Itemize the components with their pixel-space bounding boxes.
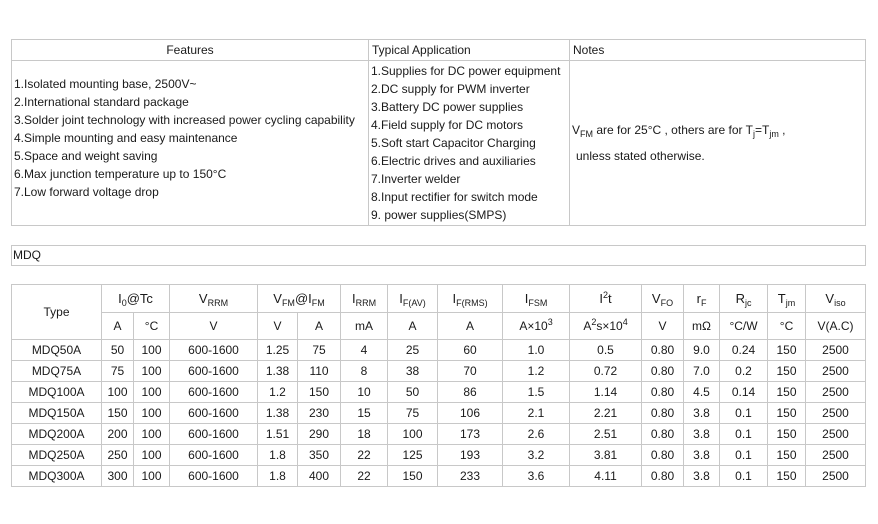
value-cell: 600-1600 <box>170 424 258 445</box>
application-item: 6.Electric drives and auxiliaries <box>371 154 536 168</box>
value-cell: 0.80 <box>642 424 684 445</box>
value-cell: 50 <box>388 382 438 403</box>
value-cell: 10 <box>341 382 388 403</box>
value-cell: 3.8 <box>684 403 720 424</box>
io-header: $I_0@Tc$ <box>102 285 170 313</box>
value-cell: 4 <box>341 340 388 361</box>
vfm-header: $V_{FM}@I_{FM}$ <box>258 285 341 313</box>
vfo-header: $V_{FO}$ <box>642 285 684 313</box>
tjm-header: $T_{jm}$ <box>768 285 806 313</box>
value-cell: 3.8 <box>684 445 720 466</box>
unit-cell: V <box>642 313 684 340</box>
value-cell: 2.1 <box>503 403 570 424</box>
unit-cell: A <box>438 313 503 340</box>
value-cell: 4.11 <box>570 466 642 487</box>
value-cell: 150 <box>768 466 806 487</box>
value-cell: 100 <box>134 382 170 403</box>
feature-item: 6.Max junction temperature up to 150°C <box>14 167 227 181</box>
unit-cell: $A\times 10^3$ <box>503 313 570 340</box>
value-cell: 100 <box>134 424 170 445</box>
value-cell: 70 <box>438 361 503 382</box>
table-row <box>12 445 866 466</box>
specs-table <box>11 284 866 487</box>
unit-cell: °C <box>134 313 170 340</box>
value-cell: 7.0 <box>684 361 720 382</box>
value-cell: 25 <box>388 340 438 361</box>
value-cell: 100 <box>134 403 170 424</box>
value-cell: 233 <box>438 466 503 487</box>
value-cell: 110 <box>298 361 341 382</box>
value-cell: 150 <box>388 466 438 487</box>
value-cell: 0.1 <box>720 424 768 445</box>
value-cell: 2500 <box>806 424 866 445</box>
value-cell: 3.81 <box>570 445 642 466</box>
unit-cell: V <box>170 313 258 340</box>
value-cell: 2.51 <box>570 424 642 445</box>
value-cell: 150 <box>768 361 806 382</box>
application-item: 7.Inverter welder <box>371 172 461 186</box>
i2t-header: $I^2t$ <box>570 285 642 313</box>
value-cell: 0.5 <box>570 340 642 361</box>
feature-item: 7.Low forward voltage drop <box>14 185 159 199</box>
application-item: 4.Field supply for DC motors <box>371 118 524 132</box>
value-cell: 100 <box>134 340 170 361</box>
value-cell: 290 <box>298 424 341 445</box>
typical-application-header: Typical Application <box>369 40 570 61</box>
value-cell: 0.80 <box>642 445 684 466</box>
rjc-header: $R_{jc}$ <box>720 285 768 313</box>
features-table <box>11 39 866 226</box>
table-row <box>12 382 866 403</box>
value-cell: 230 <box>298 403 341 424</box>
value-cell: 3.8 <box>684 424 720 445</box>
value-cell: 600-1600 <box>170 382 258 403</box>
value-cell: 1.0 <box>503 340 570 361</box>
application-item: 8.Input rectifier for switch mode <box>371 190 538 204</box>
model-cell: MDQ300A <box>12 466 102 487</box>
value-cell: 60 <box>438 340 503 361</box>
model-cell: MDQ250A <box>12 445 102 466</box>
value-cell: 38 <box>388 361 438 382</box>
value-cell: 150 <box>768 403 806 424</box>
application-item: 9. power supplies(SMPS) <box>371 208 507 222</box>
value-cell: 2500 <box>806 361 866 382</box>
applications-list <box>369 61 570 226</box>
value-cell: 4.5 <box>684 382 720 403</box>
value-cell: 400 <box>298 466 341 487</box>
value-cell: 22 <box>341 466 388 487</box>
value-cell: 300 <box>102 466 134 487</box>
value-cell: 1.2 <box>258 382 298 403</box>
model-cell: MDQ75A <box>12 361 102 382</box>
application-item: 1.Supplies for DC power equipment <box>371 64 561 78</box>
value-cell: 1.38 <box>258 403 298 424</box>
unit-cell: A <box>298 313 341 340</box>
value-cell: 150 <box>102 403 134 424</box>
value-cell: 250 <box>102 445 134 466</box>
value-cell: 86 <box>438 382 503 403</box>
value-cell: 0.1 <box>720 466 768 487</box>
model-cell: MDQ100A <box>12 382 102 403</box>
value-cell: 1.8 <box>258 445 298 466</box>
unit-cell: mΩ <box>684 313 720 340</box>
ifrms-header: $I_{F(RMS)}$ <box>438 285 503 313</box>
features-header: Features <box>12 40 369 61</box>
value-cell: 0.72 <box>570 361 642 382</box>
value-cell: 1.38 <box>258 361 298 382</box>
value-cell: 9.0 <box>684 340 720 361</box>
unit-cell: °C/W <box>720 313 768 340</box>
value-cell: 0.80 <box>642 340 684 361</box>
value-cell: 75 <box>388 403 438 424</box>
value-cell: 2.21 <box>570 403 642 424</box>
table-row <box>12 466 866 487</box>
value-cell: 22 <box>341 445 388 466</box>
features-list <box>12 61 369 226</box>
value-cell: 8 <box>341 361 388 382</box>
value-cell: 150 <box>768 424 806 445</box>
value-cell: 600-1600 <box>170 466 258 487</box>
value-cell: 600-1600 <box>170 403 258 424</box>
feature-item: 4.Simple mounting and easy maintenance <box>14 131 238 145</box>
value-cell: 2500 <box>806 340 866 361</box>
value-cell: 0.80 <box>642 382 684 403</box>
model-cell: MDQ50A <box>12 340 102 361</box>
application-item: 3.Battery DC power supplies <box>371 100 524 114</box>
value-cell: 600-1600 <box>170 445 258 466</box>
value-cell: 100 <box>388 424 438 445</box>
value-cell: 150 <box>768 340 806 361</box>
model-cell: MDQ200A <box>12 424 102 445</box>
value-cell: 600-1600 <box>170 340 258 361</box>
value-cell: 0.1 <box>720 445 768 466</box>
value-cell: 0.14 <box>720 382 768 403</box>
ifsm-header: $I_{FSM}$ <box>503 285 570 313</box>
value-cell: 150 <box>768 445 806 466</box>
value-cell: 3.2 <box>503 445 570 466</box>
table-row <box>12 361 866 382</box>
unit-cell: V(A.C) <box>806 313 866 340</box>
viso-header: $V_{iso}$ <box>806 285 866 313</box>
value-cell: 1.25 <box>258 340 298 361</box>
value-cell: 0.24 <box>720 340 768 361</box>
notes-cell <box>570 61 866 226</box>
value-cell: 18 <box>341 424 388 445</box>
specs-rows <box>12 340 866 487</box>
feature-item: 1.Isolated mounting base, 2500V~ <box>14 77 197 91</box>
table-row <box>12 340 866 361</box>
value-cell: 2500 <box>806 466 866 487</box>
value-cell: 2500 <box>806 445 866 466</box>
value-cell: 150 <box>768 382 806 403</box>
value-cell: 100 <box>134 361 170 382</box>
application-item: 2.DC supply for PWM inverter <box>371 82 530 96</box>
unit-cell: °C <box>768 313 806 340</box>
value-cell: 50 <box>102 340 134 361</box>
feature-item: 2.International standard package <box>14 95 189 109</box>
notes-line-unless: unless stated otherwise. <box>576 149 705 163</box>
irrm-header: $I_{RRM}$ <box>341 285 388 313</box>
value-cell: 3.6 <box>503 466 570 487</box>
value-cell: 600-1600 <box>170 361 258 382</box>
value-cell: 2500 <box>806 403 866 424</box>
value-cell: 0.2 <box>720 361 768 382</box>
table-row <box>12 424 866 445</box>
unit-cell: V <box>258 313 298 340</box>
value-cell: 150 <box>298 382 341 403</box>
value-cell: 15 <box>341 403 388 424</box>
feature-item: 3.Solder joint technology with increased power cycling capability <box>14 113 355 127</box>
notes-header: Notes <box>570 40 866 61</box>
value-cell: 100 <box>134 466 170 487</box>
value-cell: 1.2 <box>503 361 570 382</box>
table-row <box>12 403 866 424</box>
application-item: 5.Soft start Capacitor Charging <box>371 136 536 150</box>
value-cell: 75 <box>298 340 341 361</box>
vrrm-header: $V_{RRM}$ <box>170 285 258 313</box>
feature-item: 5.Space and weight saving <box>14 149 158 163</box>
rf-header: $r_F$ <box>684 285 720 313</box>
model-cell: MDQ150A <box>12 403 102 424</box>
value-cell: 173 <box>438 424 503 445</box>
value-cell: 0.1 <box>720 403 768 424</box>
value-cell: 125 <box>388 445 438 466</box>
value-cell: 350 <box>298 445 341 466</box>
value-cell: 1.5 <box>503 382 570 403</box>
value-cell: 1.8 <box>258 466 298 487</box>
type-header: Type <box>12 285 102 340</box>
value-cell: 0.80 <box>642 403 684 424</box>
value-cell: 2500 <box>806 382 866 403</box>
unit-cell: A <box>388 313 438 340</box>
value-cell: 3.8 <box>684 466 720 487</box>
notes-line-conditions: $V_{FM}$ are for 25°C , others are for $T_j=T_{jm}$ , <box>572 123 786 139</box>
value-cell: 0.80 <box>642 361 684 382</box>
value-cell: 1.51 <box>258 424 298 445</box>
value-cell: 106 <box>438 403 503 424</box>
value-cell: 193 <box>438 445 503 466</box>
value-cell: 1.14 <box>570 382 642 403</box>
value-cell: 200 <box>102 424 134 445</box>
value-cell: 2.6 <box>503 424 570 445</box>
value-cell: 100 <box>102 382 134 403</box>
value-cell: 75 <box>102 361 134 382</box>
unit-cell: A <box>102 313 134 340</box>
units-row <box>12 313 866 340</box>
value-cell: 0.80 <box>642 466 684 487</box>
unit-cell: mA <box>341 313 388 340</box>
series-label: MDQ <box>11 245 866 266</box>
value-cell: 100 <box>134 445 170 466</box>
unit-cell: $A^2s\times 10^4$ <box>570 313 642 340</box>
ifav-header: $I_{F(AV)}$ <box>388 285 438 313</box>
